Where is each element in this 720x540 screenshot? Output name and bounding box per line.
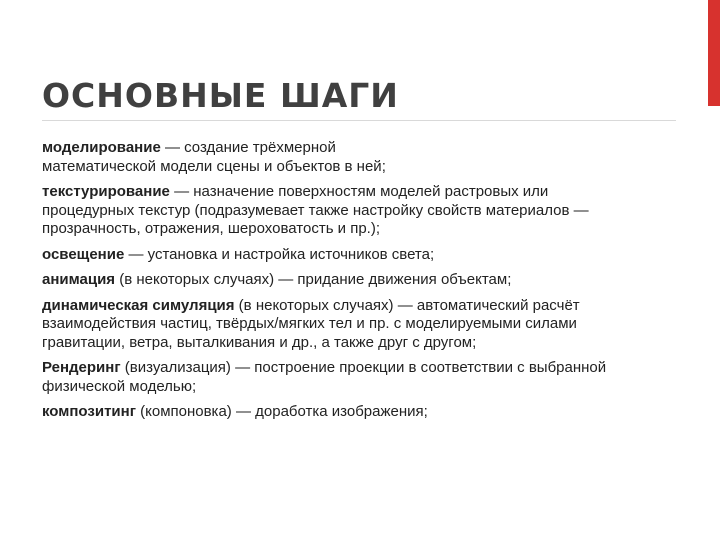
step-term: освещение: [42, 245, 125, 263]
step-item-simulation: [42, 297, 632, 353]
step-item-lighting: [42, 246, 676, 265]
steps-list: [42, 139, 676, 429]
step-term: композитинг: [42, 403, 136, 420]
step-description: — создание трёхмерной математической модели сцены и объектов в ней;: [42, 139, 386, 175]
step-item-compositing: [42, 403, 676, 422]
step-item-animation: [42, 271, 676, 290]
step-term: Рендеринг: [42, 359, 121, 376]
step-item-texturing: [42, 183, 622, 239]
title-divider: [42, 120, 676, 121]
step-item-rendering: [42, 359, 612, 396]
step-term: текстурирование: [42, 183, 170, 200]
step-term: динамическая симуляция: [42, 296, 235, 314]
accent-bar: [708, 0, 720, 106]
step-term: анимация: [42, 271, 116, 288]
step-item-modeling: [42, 139, 387, 176]
step-description: (визуализация) — построение проекции в соответствии с выбранной физической моделью;: [42, 359, 607, 395]
step-description: (в некоторых случаях) — автоматический расчёт взаимодействия частиц, твёрдых/мягких тел и пр. с моделируемыми силами гравитации, ветра, выталкивания и др., а также друг с другом;: [42, 296, 580, 351]
step-term: моделирование: [42, 139, 161, 156]
slide-title: ОСНОВНЫЕ ШАГИ: [42, 76, 399, 115]
step-description: (компоновка) — доработка изображения;: [135, 403, 428, 420]
step-description: (в некоторых случаях) — придание движения объектам;: [115, 271, 512, 288]
step-description: — установка и настройка источников света;: [124, 245, 435, 263]
step-description: — назначение поверхностям моделей растровых или процедурных текстур (подразумевает также настройку свойств материалов — прозрачность, отражения, шероховатость и пр.);: [42, 183, 589, 237]
